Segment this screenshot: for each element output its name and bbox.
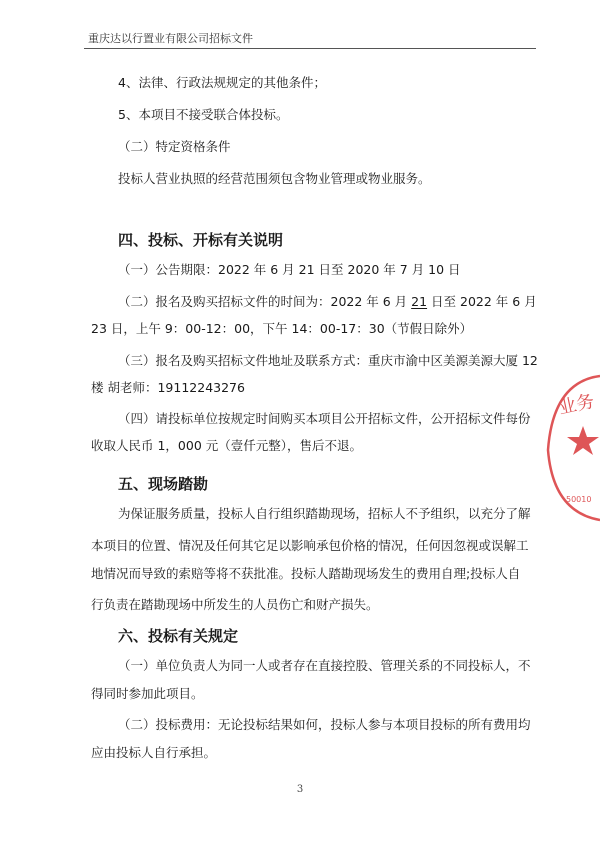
site-visit-line3: 地情况而导致的索赔等将不获批准。投标人踏勘现场发生的费用自理;投标人自 (91, 566, 521, 581)
site-visit-line4: 行负责在踏勘现场中所发生的人员伤亡和财产损失。 (91, 597, 379, 612)
page-number: 3 (296, 784, 304, 795)
condition-4: 4、法律、行政法规规定的其他条件； (118, 75, 326, 90)
notice-period: （一）公告期限：2022 年 6 月 21 日至 2020 年 7 月 10 日 (118, 262, 461, 277)
seal-star-icon (567, 426, 599, 455)
registration-time-prefix: （二）报名及购买招标文件的时间为：2022 年 6 月 (118, 294, 412, 309)
special-qualification-text: 投标人营业执照的经营范围须包含物业管理或物业服务。 (118, 171, 431, 186)
seal-text-bottom: 50010 (566, 495, 592, 504)
site-visit-line1: 为保证服务质量，投标人自行组织踏勘现场，招标人不予组织，以充分了解 (118, 506, 531, 521)
rule-2-line2: 应由投标人自行承担。 (91, 745, 217, 760)
registration-address-line1: （三）报名及购买招标文件地址及联系方式：重庆市渝中区美源美源大厦 12 (118, 353, 538, 368)
registration-time-line2: 23 日，上午 9：00-12：00，下午 14：00-17：30（节假日除外） (91, 321, 473, 336)
rule-1-line2: 得同时参加此项目。 (91, 686, 204, 701)
section-4-title: 四、投标、开标有关说明 (118, 231, 284, 249)
registration-time-suffix: 日至 2022 年 6 月 (427, 294, 537, 309)
purchase-notice-line1: （四）请投标单位按规定时间购买本项目公开招标文件，公开招标文件每份 (118, 411, 531, 426)
section-5-title: 五、现场踏勘 (118, 475, 209, 493)
site-visit-line2: 本项目的位置、情况及任何其它足以影响承包价格的情况，任何因忽视或误解工 (91, 538, 529, 553)
special-qualification-heading: （二）特定资格条件 (118, 139, 231, 154)
document-header: 重庆达以行置业有限公司招标文件 (88, 32, 253, 45)
seal-text-top: 业务 (556, 390, 597, 419)
registration-address-line2: 楼 胡老师：19112243276 (91, 380, 245, 395)
condition-5: 5、本项目不接受联合体投标。 (118, 107, 289, 122)
rule-2-line1: （二）投标费用：无论投标结果如何，投标人参与本项目投标的所有费用均 (118, 717, 531, 732)
registration-day-underlined: 21 (411, 294, 428, 309)
purchase-notice-line2: 收取人民币 1，000 元（壹仟元整），售后不退。 (91, 438, 363, 453)
section-6-title: 六、投标有关规定 (118, 627, 239, 645)
rule-1-line1: （一）单位负责人为同一人或者存在直接控股、管理关系的不同投标人，不 (118, 658, 531, 673)
